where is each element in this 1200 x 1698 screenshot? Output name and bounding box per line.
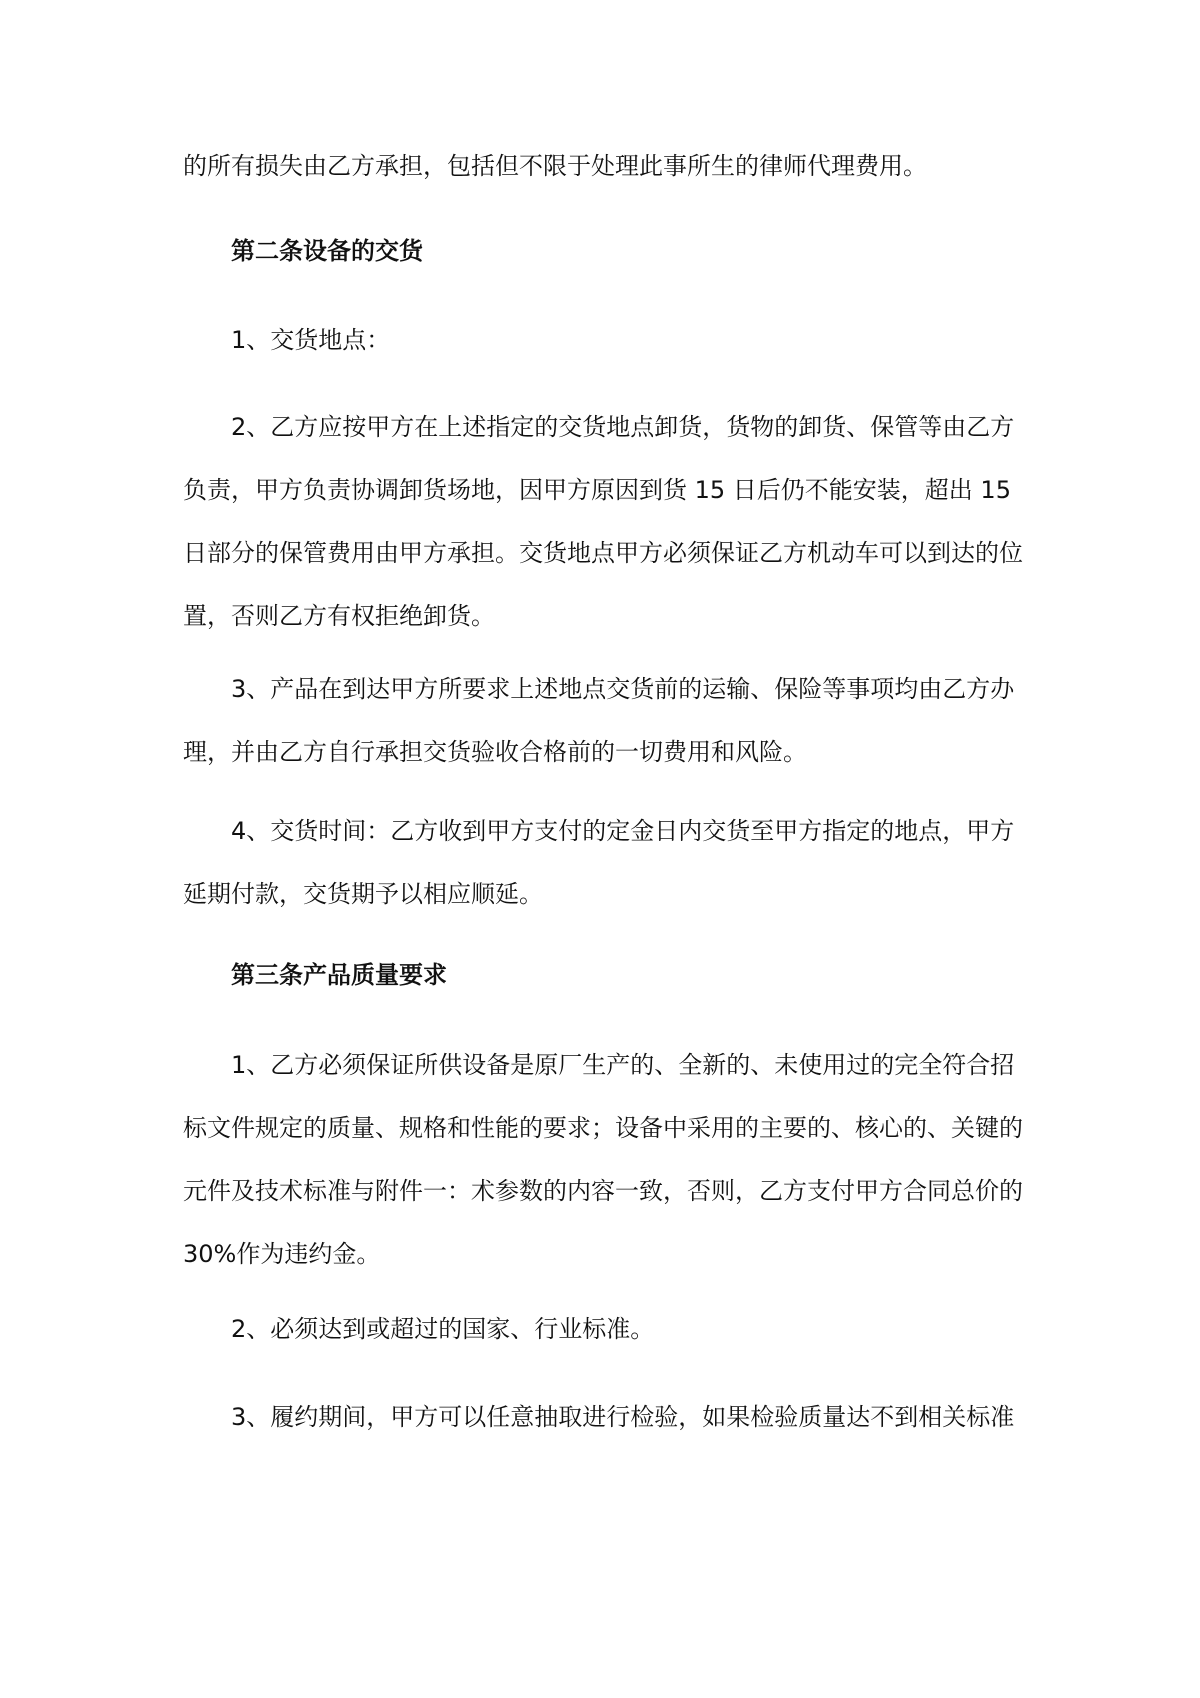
article2-title: 第二条设备的交货 [231, 237, 423, 265]
a2-item3-block [183, 658, 1028, 784]
article3-title: 第三条产品质量要求 [231, 961, 447, 989]
article2-title-block [183, 220, 1028, 283]
a2-item2: 2、乙方应按甲方在上述指定的交货地点卸货，货物的卸货、保管等由乙方负责，甲方负责协调卸货场地，因甲方原因到货 15 日后仍不能安装，超出 15 日部分的保管费用由甲方承担。交货地点甲方必须保证乙方机动车可以到达的位置，否则乙方有权拒绝卸货。 [183, 413, 1023, 630]
a3-item2-block [183, 1298, 1028, 1361]
a2-item4: 4、交货时间：乙方收到甲方支付的定金日内交货至甲方指定的地点，甲方延期付款，交货期予以相应顺延。 [183, 817, 1015, 908]
a2-item3: 3、产品在到达甲方所要求上述地点交货前的运输、保险等事项均由乙方办理，并由乙方自行承担交货验收合格前的一切费用和风险。 [183, 675, 1015, 766]
a2-item2-block [183, 396, 1028, 648]
a3-item1: 1、乙方必须保证所供设备是原厂生产的、全新的、未使用过的完全符合招标文件规定的质量、规格和性能的要求；设备中采用的主要的、核心的、关键的元件及技术标准与附件一：术参数的内容一致，否则，乙方支付甲方合同总价的 30%作为违约金。 [183, 1051, 1023, 1268]
article3-title-block [183, 944, 1028, 1007]
a2-item4-block [183, 800, 1028, 926]
a3-item3-block [183, 1386, 1028, 1449]
a3-item2: 2、必须达到或超过的国家、行业标准。 [231, 1315, 655, 1343]
a2-item1-block [183, 309, 1028, 372]
continuation-paragraph-block [183, 135, 1028, 198]
a2-item1: 1、交货地点： [231, 326, 391, 354]
continuation-paragraph: 的所有损失由乙方承担，包括但不限于处理此事所生的律师代理费用。 [183, 152, 927, 180]
a3-item3: 3、履约期间，甲方可以任意抽取进行检验，如果检验质量达不到相关标准 [231, 1403, 1015, 1431]
a3-item1-block [183, 1034, 1028, 1286]
